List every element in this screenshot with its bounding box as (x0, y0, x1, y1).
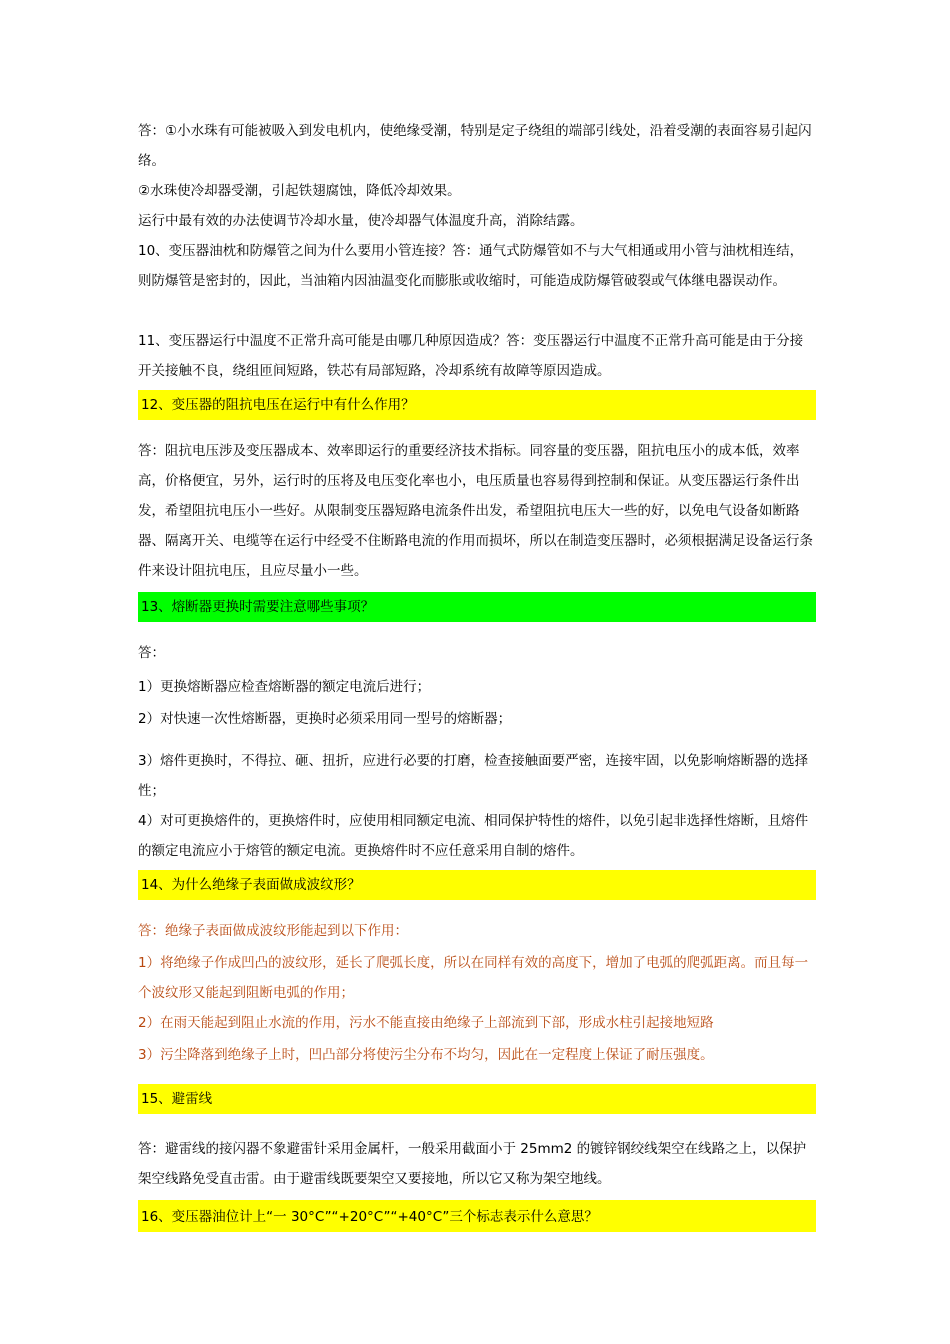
answer-item-14-3: 3）污尘降落到绝缘子上时，凹凸部分将使污尘分布不均匀，因此在一定程度上保证了耐压强度。 (138, 1047, 714, 1063)
qa-paragraph-11: 11、变压器运行中温度不正常升高可能是由哪几种原因造成？答：变压器运行中温度不正常升高可能是由于分接开关接触不良，绕组匝间短路，铁芯有局部短路，冷却系统有故障等原因造成。 (138, 333, 804, 379)
answer-item-14-2: 2）在雨天能起到阻止水流的作用，污水不能直接由绝缘子上部流到下部，形成水柱引起接地短路 (138, 1015, 714, 1031)
question-heading-16: 16、变压器油位计上“一 30°C”“+20°C”“+40°C”三个标志表示什么意思？ (138, 1200, 816, 1232)
answer-paragraph-15: 答：避雷线的接闪器不象避雷针采用金属杆，一般采用截面小于 25mm2 的镀锌钢绞线架空在线路之上，以保护架空线路免受直击雷。由于避雷线既要架空又要接地，所以它又称为架空地线。 (138, 1141, 807, 1187)
answer-label-13: 答： (138, 645, 165, 661)
question-heading-13: 13、熔断器更换时需要注意哪些事项？ (138, 592, 816, 622)
answer-intro-14: 答：绝缘子表面做成波纹形能起到以下作用： (138, 923, 408, 939)
answer-item-13-4: 4）对可更换熔件的，更换熔件时，应使用相同额定电流、相同保护特性的熔件，以免引起非选择性熔断，且熔件的额定电流应小于熔管的额定电流。更换熔件时不应任意采用自制的熔件。 (138, 813, 809, 859)
answer-paragraph-9-point-2: ②水珠使冷却器受潮，引起铁翅腐蚀，降低冷却效果。 (138, 183, 461, 199)
answer-item-14-1: 1）将绝缘子作成凹凸的波纹形，延长了爬弧长度，所以在同样有效的高度下，增加了电弧的爬弧距离。而且每一个波纹形又能起到阻断电弧的作用； (138, 955, 809, 1001)
answer-item-13-3: 3）熔件更换时，不得拉、砸、扭折，应进行必要的打磨，检查接触面要严密，连接牢固，以免影响熔断器的选择性； (138, 753, 809, 799)
answer-paragraph-9-summary: 运行中最有效的办法使调节冷却水量，使冷却器气体温度升高，消除结露。 (138, 213, 584, 229)
answer-item-13-2: 2）对快速一次性熔断器，更换时必须采用同一型号的熔断器； (138, 711, 512, 727)
qa-paragraph-10: 10、变压器油枕和防爆管之间为什么要用小管连接？答：通气式防爆管如不与大气相通或用小管与油枕相连结，则防爆管是密封的，因此，当油箱内因油温变化而膨胀或收缩时，可能造成防爆管破裂或气体继电器误动作。 (138, 243, 804, 289)
answer-paragraph-9: 答：①小水珠有可能被吸入到发电机内，使绝缘受潮，特别是定子绕组的端部引线处，沿着受潮的表面容易引起闪络。 (138, 123, 812, 169)
answer-item-13-1: 1）更换熔断器应检查熔断器的额定电流后进行； (138, 679, 431, 695)
question-heading-14: 14、为什么绝缘子表面做成波纹形？ (138, 870, 816, 900)
question-heading-12: 12、变压器的阻抗电压在运行中有什么作用？ (138, 390, 816, 420)
question-heading-15: 15、避雷线 (138, 1084, 816, 1114)
answer-paragraph-12: 答：阻抗电压涉及变压器成本、效率即运行的重要经济技术指标。同容量的变压器，阻抗电压小的成本低，效率高，价格便宜，另外，运行时的压将及电压变化率也小，电压质量也容易得到控制和保证。从变压器运行条件出发，希望阻抗电压小一些好。从限制变压器短路电流条件出发，希望阻抗电压大一些的好，以免电气设备如断路器、隔离开关、电缆等在运行中经受不住断路电流的作用而损坏，所以在制造变压器时，必须根据满足设备运行条件来设计阻抗电压，且应尽量小一些。 (138, 443, 813, 579)
